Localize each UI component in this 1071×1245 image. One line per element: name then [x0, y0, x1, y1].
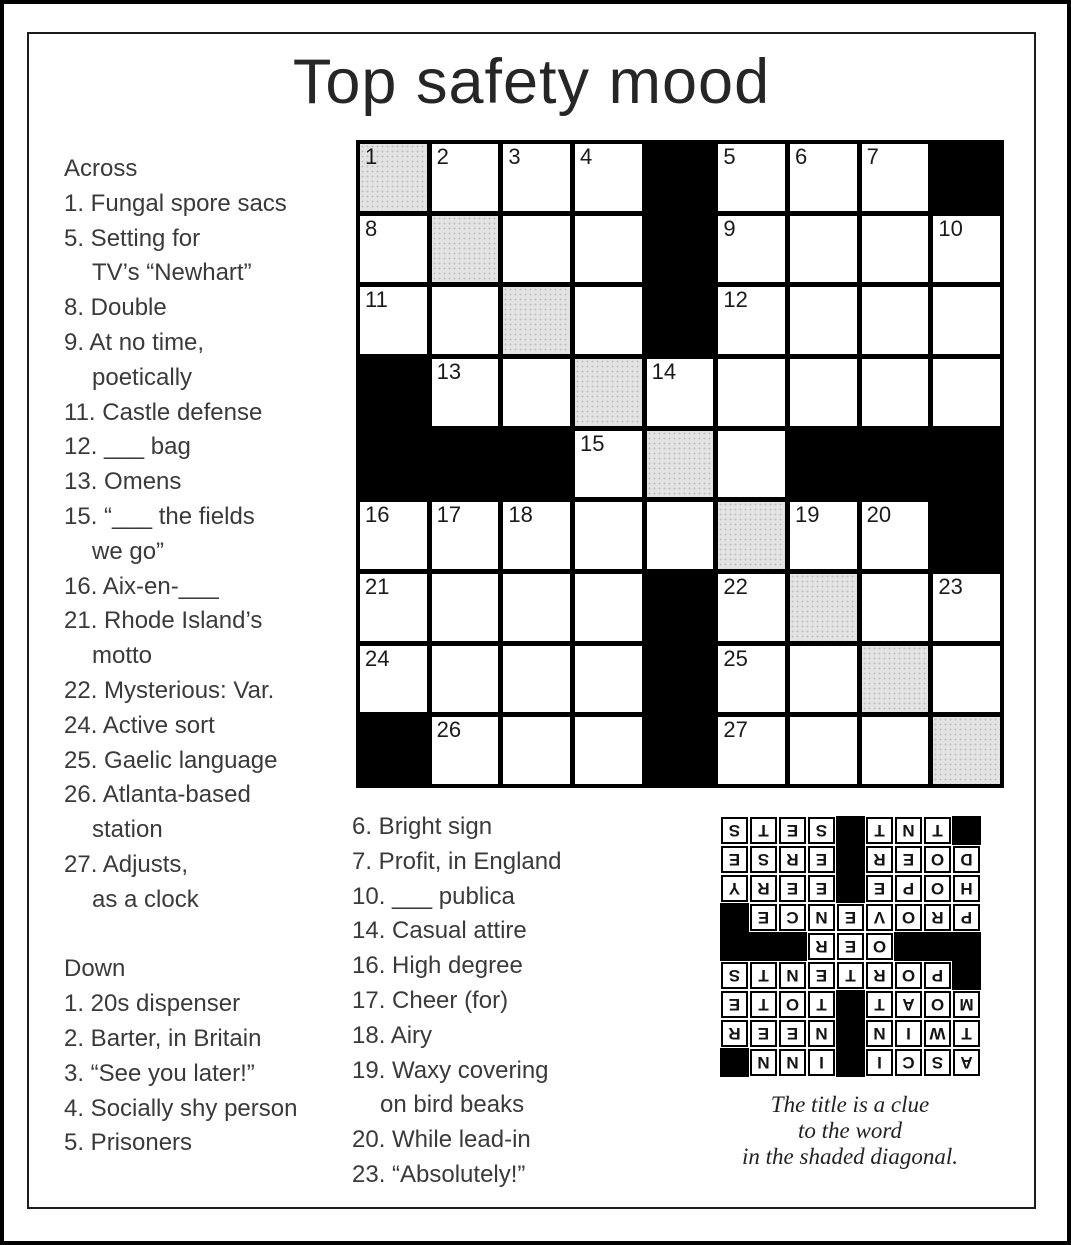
solution-cell-black [952, 932, 981, 961]
grid-cell[interactable] [718, 717, 785, 784]
solution-grid [720, 816, 981, 1077]
grid-cell[interactable] [432, 502, 499, 569]
solution-cell: R [720, 1019, 749, 1048]
crossword-grid [356, 140, 1004, 788]
solution-cell-black [836, 990, 865, 1019]
down-heading: Down [64, 955, 126, 983]
solution-cell: N [807, 903, 836, 932]
grid-cell[interactable] [862, 574, 929, 641]
grid-cell[interactable] [647, 359, 714, 426]
solution-cell-black [720, 932, 749, 961]
grid-cell-black [647, 717, 714, 784]
clue-item: 14. Casual attire [352, 917, 527, 945]
clues-column-mid [352, 810, 561, 1193]
grid-cell-number: 22 [723, 573, 748, 599]
grid-cell[interactable] [718, 287, 785, 354]
grid-cell[interactable] [432, 359, 499, 426]
solution-cell: E [778, 1019, 807, 1048]
clue-item: 16. High degree [352, 952, 523, 980]
grid-cell[interactable] [790, 717, 857, 784]
solution-cell: C [778, 903, 807, 932]
solution-cell-black [952, 816, 981, 845]
grid-cell-shaded[interactable] [575, 359, 642, 426]
grid-cell-number: 9 [723, 215, 736, 241]
grid-cell-number: 13 [436, 358, 462, 384]
grid-cell[interactable] [432, 574, 499, 641]
clue-item: 3. “See you later!” [64, 1059, 255, 1087]
solution-cell-black [778, 932, 807, 961]
solution-cell: M [952, 990, 981, 1019]
clue-item: 18. Airy [352, 1021, 433, 1049]
grid-cell-black [647, 574, 714, 641]
grid-cell-number: 25 [723, 645, 748, 671]
solution-cell: O [923, 990, 952, 1019]
clue-item: 21. Rhode Island’s [64, 607, 263, 635]
clue-item: 2. Barter, in Britain [64, 1024, 262, 1052]
solution-cell: E [807, 845, 836, 874]
clues-spacer [64, 918, 297, 953]
solution-cell-black [836, 1048, 865, 1077]
solution-cell: O [778, 990, 807, 1019]
clue-item: 22. Mysterious: Var. [64, 676, 275, 704]
grid-cell[interactable] [575, 287, 642, 354]
down-clue-list-mid [352, 810, 561, 1193]
solution-cell: T [923, 816, 952, 845]
grid-cell-number: 6 [794, 144, 808, 169]
clue-item: 1. Fungal spore sacs [64, 189, 287, 217]
grid-cell-black [360, 717, 427, 784]
solution-cell: O [923, 845, 952, 874]
solution-cell: O [923, 874, 952, 903]
grid-cell[interactable] [360, 646, 427, 713]
solution-cell: A [952, 1048, 981, 1077]
solution-cell: T [836, 961, 865, 990]
grid-cell[interactable] [360, 502, 427, 569]
solution-cell: O [894, 961, 923, 990]
grid-cell[interactable] [503, 646, 570, 713]
clue-item: on bird beaks [380, 1091, 525, 1119]
clue-item: as a clock [92, 885, 199, 913]
solution-cell: H [952, 874, 981, 903]
solution-cell: T [749, 961, 778, 990]
clue-item: 23. “Absolutely!” [352, 1160, 526, 1188]
grid-cell-number: 21 [365, 573, 390, 599]
solution-cell: N [778, 961, 807, 990]
solution-cell: I [865, 1048, 894, 1077]
clue-item: 12. ___ bag [64, 433, 191, 461]
grid-cell-black [360, 359, 427, 426]
solution-cell-black [836, 1019, 865, 1048]
grid-cell[interactable] [575, 502, 642, 569]
grid-cell-shaded[interactable] [933, 717, 1000, 784]
clue-item: 19. Waxy covering [352, 1056, 549, 1084]
grid-cell-black [790, 431, 857, 498]
clue-item: 16. Aix-en-___ [64, 572, 219, 600]
grid-cell-number: 20 [866, 502, 892, 528]
solution-cell: T [749, 816, 778, 845]
solution-cell-black [923, 932, 952, 961]
grid-cell[interactable] [503, 216, 570, 283]
grid-cell[interactable] [718, 431, 785, 498]
solution-cell: E [807, 961, 836, 990]
solution-cell: A [894, 990, 923, 1019]
solution-cell: E [807, 874, 836, 903]
page-frame [27, 32, 1036, 1209]
solution-cell: C [894, 1048, 923, 1077]
grid-cell[interactable] [503, 717, 570, 784]
grid-cell-black [862, 431, 929, 498]
grid-cell-number: 23 [938, 573, 963, 599]
grid-cell-number: 14 [651, 358, 677, 384]
grid-cell[interactable] [432, 144, 499, 211]
solution-cell: P [923, 961, 952, 990]
solution-cell: S [749, 845, 778, 874]
puzzle-title: Top safety mood [292, 47, 771, 117]
solution-cell: N [894, 816, 923, 845]
solution-cell: S [923, 1048, 952, 1077]
solution-cell: T [865, 816, 894, 845]
grid-cell[interactable] [718, 216, 785, 283]
solution-cell: R [923, 903, 952, 932]
solution-cell: N [865, 1019, 894, 1048]
grid-cell-number: 12 [723, 287, 748, 313]
solution-cell: R [749, 874, 778, 903]
grid-cell[interactable] [862, 216, 929, 283]
solution-cell: E [894, 845, 923, 874]
grid-cell[interactable] [503, 359, 570, 426]
grid-cell-black [647, 646, 714, 713]
grid-cell-black [933, 502, 1000, 569]
clue-item: 25. Gaelic language [64, 746, 278, 774]
solution-cell: E [720, 990, 749, 1019]
solution-cell-black [749, 932, 778, 961]
grid-cell-number: 10 [938, 215, 963, 241]
solution-cell: O [894, 903, 923, 932]
grid-cell-black [503, 431, 570, 498]
clue-item: 10. ___ publica [352, 882, 515, 910]
clue-item: poetically [92, 363, 193, 391]
grid-cell-number: 5 [723, 144, 736, 169]
grid-cell-number: 2 [436, 144, 449, 169]
clue-item: 24. Active sort [64, 711, 215, 739]
grid-cell-number: 24 [365, 645, 390, 671]
solution-cell: Y [720, 874, 749, 903]
clue-item: 4. Socially shy person [64, 1094, 298, 1122]
grid-cell[interactable] [933, 216, 1000, 283]
grid-cell-shaded[interactable] [432, 216, 499, 283]
solution-cell: E [778, 816, 807, 845]
solution-cell: P [952, 903, 981, 932]
solution-cell: I [894, 1019, 923, 1048]
grid-cell[interactable] [432, 287, 499, 354]
solution-cell: E [836, 932, 865, 961]
solution-cell: R [865, 961, 894, 990]
grid-cell[interactable] [933, 287, 1000, 354]
clue-item: 13. Omens [64, 468, 182, 496]
grid-cell[interactable] [790, 144, 857, 211]
clue-item: 8. Double [64, 294, 167, 322]
grid-cell[interactable] [790, 216, 857, 283]
grid-cell[interactable] [575, 574, 642, 641]
grid-cell-shaded[interactable] [647, 431, 714, 498]
grid-cell-number: 27 [723, 717, 748, 743]
grid-cell-number: 3 [508, 144, 521, 169]
solution-cell: S [807, 816, 836, 845]
solution-cell-black [836, 845, 865, 874]
solution-cell-black [720, 903, 749, 932]
note-line: The title is a clue [770, 1092, 930, 1117]
solution-cell: P [894, 874, 923, 903]
clue-item: 6. Bright sign [352, 813, 493, 840]
grid-cell-black [933, 144, 1000, 211]
grid-cell-number: 16 [365, 502, 390, 528]
clue-item: 15. “___ the fields [64, 502, 255, 530]
grid-cell[interactable] [718, 144, 785, 211]
grid-cell[interactable] [360, 287, 427, 354]
grid-cell[interactable] [647, 502, 714, 569]
grid-cell[interactable] [862, 144, 929, 211]
grid-cell[interactable] [862, 717, 929, 784]
solution-cell-black [952, 961, 981, 990]
solution-cell: N [749, 1048, 778, 1077]
grid-cell[interactable] [575, 431, 642, 498]
solution-cell: E [865, 874, 894, 903]
clue-item: 5. Prisoners [64, 1129, 193, 1157]
grid-cell-number: 7 [866, 144, 879, 169]
grid-cell-black [432, 431, 499, 498]
solution-cell: E [749, 1019, 778, 1048]
note-line: in the shaded diagonal. [742, 1144, 958, 1169]
solution-cell: O [865, 932, 894, 961]
solution-cell: D [952, 845, 981, 874]
solution-cell: R [778, 845, 807, 874]
grid-cell[interactable] [933, 646, 1000, 713]
grid-cell[interactable] [790, 359, 857, 426]
clue-item: motto [92, 642, 153, 670]
solution-cell: V [865, 903, 894, 932]
solution-cell: E [720, 845, 749, 874]
solution-cell: T [865, 990, 894, 1019]
grid-cell[interactable] [503, 144, 570, 211]
grid-cell[interactable] [718, 574, 785, 641]
down-clue-list-left [64, 987, 297, 1161]
solution-cell: T [952, 1019, 981, 1048]
clues-column-left [64, 152, 297, 1161]
grid-cell[interactable] [575, 216, 642, 283]
grid-cell-number: 17 [436, 502, 462, 528]
grid-cell[interactable] [432, 646, 499, 713]
grid-cell[interactable] [862, 359, 929, 426]
grid-cell-number: 11 [365, 287, 388, 313]
grid-cell[interactable] [862, 502, 929, 569]
solution-cell-black [836, 816, 865, 845]
grid-cell-black [647, 216, 714, 283]
solution-cell: E [749, 903, 778, 932]
diagonal-note [690, 1092, 1010, 1170]
grid-cell-black [360, 431, 427, 498]
grid-cell[interactable] [790, 502, 857, 569]
solution-cell: I [807, 1048, 836, 1077]
grid-cell[interactable] [933, 359, 1000, 426]
grid-cell[interactable] [790, 287, 857, 354]
clue-item: 26. Atlanta-based [64, 781, 251, 809]
solution-cell: N [807, 1019, 836, 1048]
grid-cell-number: 1 [365, 144, 378, 169]
solution-cell: S [720, 961, 749, 990]
grid-cell-shaded[interactable] [862, 646, 929, 713]
grid-cell-number: 15 [579, 430, 605, 456]
grid-cell-black [647, 144, 714, 211]
grid-cell[interactable] [503, 502, 570, 569]
solution-cell-black [836, 874, 865, 903]
grid-cell-black [647, 287, 714, 354]
clue-item: 7. Profit, in England [352, 847, 562, 875]
grid-cell[interactable] [360, 216, 427, 283]
solution-cell: N [778, 1048, 807, 1077]
grid-cell-shaded[interactable] [360, 144, 427, 211]
solution-cell: T [749, 990, 778, 1019]
clue-item: TV’s “Newhart” [92, 259, 252, 287]
across-heading: Across [64, 155, 138, 182]
grid-cell-number: 18 [508, 502, 533, 528]
grid-cell[interactable] [575, 717, 642, 784]
grid-cell-shaded[interactable] [790, 574, 857, 641]
grid-cell[interactable] [432, 717, 499, 784]
solution-cell-black [894, 932, 923, 961]
clue-item: 9. At no time, [64, 328, 205, 356]
grid-cell[interactable] [790, 646, 857, 713]
grid-cell[interactable] [360, 574, 427, 641]
grid-cell[interactable] [933, 574, 1000, 641]
clue-item: 5. Setting for [64, 224, 201, 252]
solution-cell-black [720, 1048, 749, 1077]
solution-cell: R [807, 932, 836, 961]
clue-item: 1. 20s dispenser [64, 990, 241, 1018]
grid-cell-shaded[interactable] [503, 287, 570, 354]
solution-cell: R [865, 845, 894, 874]
grid-cell[interactable] [575, 144, 642, 211]
grid-cell-number: 8 [365, 215, 378, 241]
grid-cell[interactable] [718, 646, 785, 713]
solution-cell: S [720, 816, 749, 845]
grid-cell-number: 4 [579, 144, 593, 169]
grid-cell-number: 26 [436, 717, 462, 743]
clue-item: station [92, 816, 163, 844]
solution-cell: T [807, 990, 836, 1019]
solution-cell: W [923, 1019, 952, 1048]
grid-cell-shaded[interactable] [718, 502, 785, 569]
clue-item: 11. Castle defense [64, 398, 263, 426]
grid-cell[interactable] [503, 574, 570, 641]
clue-item: we go” [92, 537, 165, 565]
clue-item: 27. Adjusts, [64, 850, 189, 878]
solution-cell: E [778, 874, 807, 903]
note-line: to the word [798, 1118, 902, 1143]
clue-item: 17. Cheer (for) [352, 986, 509, 1014]
solution-cell: E [836, 903, 865, 932]
across-clue-list [64, 187, 297, 918]
grid-cell[interactable] [575, 646, 642, 713]
grid-cell-black [933, 431, 1000, 498]
grid-cell[interactable] [718, 359, 785, 426]
clue-item: 20. While lead-in [352, 1126, 531, 1154]
grid-cell[interactable] [862, 287, 929, 354]
grid-cell-number: 19 [794, 502, 820, 528]
